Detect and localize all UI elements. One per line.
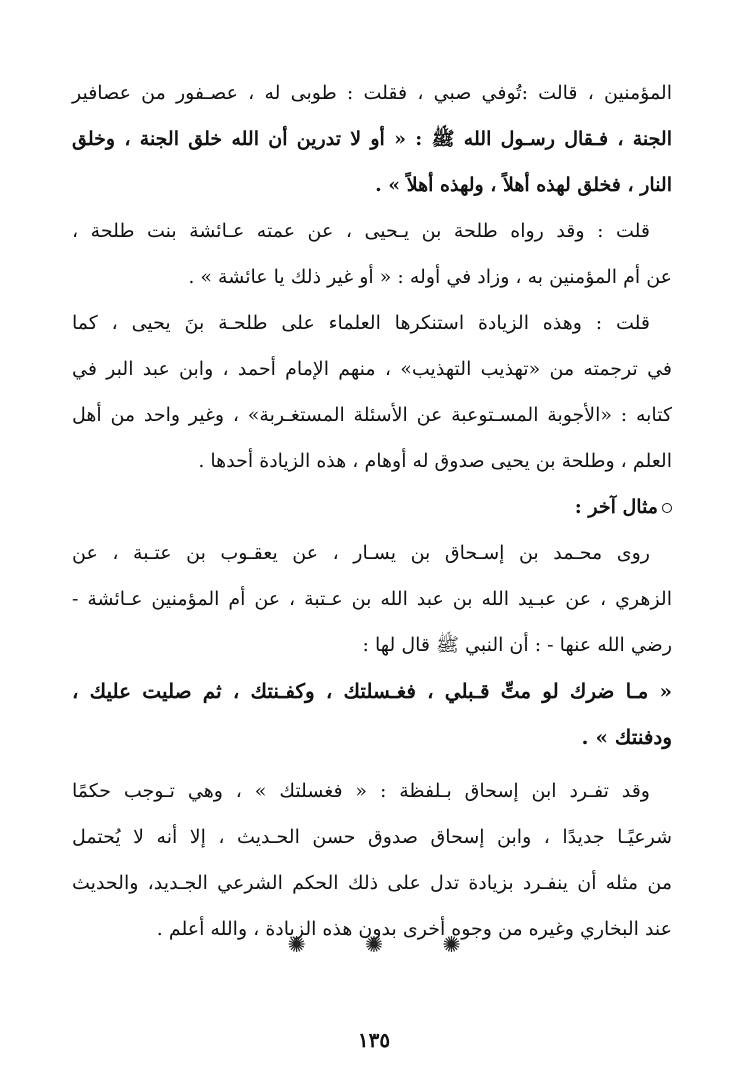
text-line: الزهري ، عن عبـيد الله بن عبد الله بن عـتبة ، عن أم المؤمنين عـائشة - — [72, 588, 672, 610]
paragraph-2 — [72, 208, 672, 300]
text-line: قلت : وهذه الزيادة استنكرها العلماء على طلحـة بنَ يحيى ، كما — [72, 312, 650, 334]
paragraph-1 — [72, 70, 672, 208]
text-line: كتابه : «الأجوبة المسـتوعبة عن الأسئلة المستغـربة» ، وغير واحد من أهل — [72, 404, 672, 426]
star-ornament-icon: ✺ — [364, 933, 384, 958]
text-line: وقد تفـرد ابن إسحاق بـلفظة : « فغسلتك » ، وهي تـوجب حكمًا — [72, 780, 650, 802]
text-line: شرعيًـا جديدًا ، وابن إسحاق صدوق حسن الحـديث ، إلا أنه لا يُحتمل — [72, 826, 672, 848]
heading-text: مثال آخر : — [574, 496, 658, 518]
text-line: النار ، فخلق لهذه أهلاً ، ولهذه أهلاً » . — [375, 174, 672, 196]
spacer — [72, 760, 672, 768]
text-line: الجنة ، فـقال رسـول الله ﷺ : « أو لا تدرين أن الله خلق الجنة ، وخلق — [72, 128, 672, 150]
page-number: ١٣٥ — [357, 1028, 391, 1052]
text-line: عند البخاري وغيره من وجوه أخرى بدون هذه الزيادة ، والله أعلم . — [156, 918, 672, 940]
text-line: روى محـمد بن إسـحاق بن يسـار ، عن يعقـوب بن عتـبة ، عن — [72, 542, 650, 564]
text-line: من مثله أن ينفـرد بزيادة تدل على ذلك الحكم الشرعي الجـديد، والحديث — [72, 872, 672, 894]
star-ornament-icon: ✺ — [442, 933, 461, 958]
text-line: عن أم المؤمنين به ، وزاد في أوله : « أو غير ذلك يا عائشة » . — [188, 266, 672, 288]
paragraph-4 — [72, 530, 672, 668]
page-body — [72, 70, 672, 952]
text-line: العلم ، وطلحة بن يحيى صدوق له أوهام ، هذه الزيادة أحدها . — [198, 450, 672, 472]
text-line: قلت : وقد رواه طلحة بن يـحيى ، عن عمته عـائشة بنت طلحة ، — [72, 220, 650, 242]
text-line: المؤمنين ، قالت :تُوفي صبي ، فقلت : طوبى له ، عصـفور من عصافير — [72, 82, 672, 104]
paragraph-5-hadith — [72, 668, 672, 760]
text-line: رضي الله عنها - : أن النبي ﷺ قال لها : — [362, 634, 672, 656]
paragraph-3 — [72, 300, 672, 484]
circle-bullet-icon — [662, 503, 672, 513]
paragraph-6 — [72, 768, 672, 952]
section-heading — [72, 484, 672, 530]
text-line: « مـا ضرك لو متِّ قـبلي ، فغـسلتك ، وكفـنتك ، ثم صليت عليك ، — [72, 679, 672, 703]
text-line: ودفنتك » . — [581, 725, 672, 749]
section-divider — [0, 933, 748, 958]
text-line: في ترجمته من «تهذيب التهذيب» ، منهم الإمام أحمد ، وابن عبد البر في — [72, 358, 672, 380]
star-ornament-icon: ✺ — [287, 933, 306, 958]
